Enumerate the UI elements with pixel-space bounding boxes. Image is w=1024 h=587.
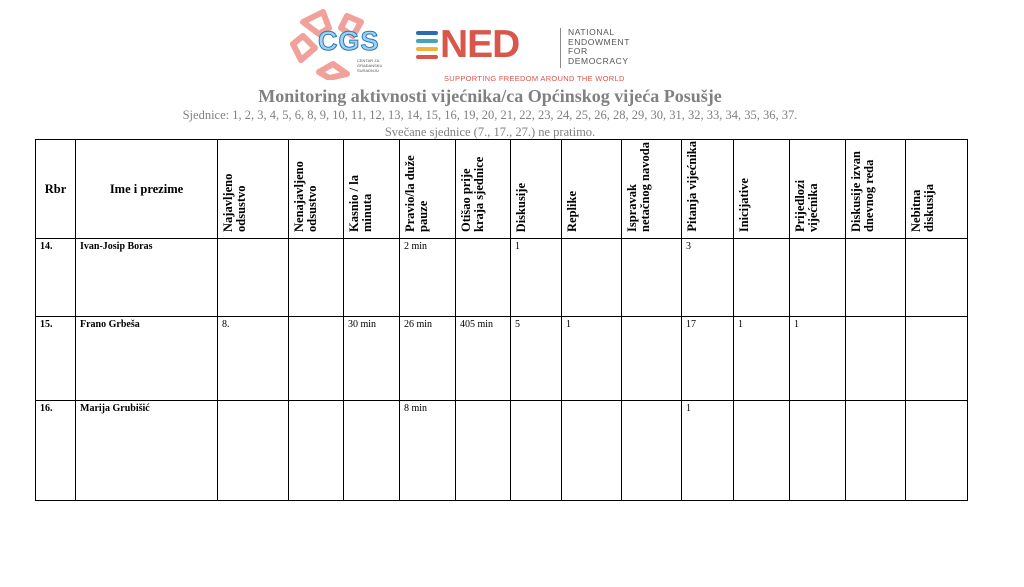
column-header-left-early: [456, 140, 511, 239]
table-cell: [846, 239, 906, 317]
table-row: [36, 401, 968, 501]
header-label: Diskusije: [514, 182, 528, 232]
header-label: Kasnio / la minuta: [347, 175, 374, 232]
table-cell: 17: [682, 317, 734, 401]
column-header-rbr: Rbr: [36, 140, 76, 239]
table-cell: [562, 239, 622, 317]
cell-rbr: 15.: [36, 317, 76, 401]
header-label: Prijedlozi vijećnika: [793, 179, 820, 232]
table-cell: [289, 401, 344, 501]
table-cell: [622, 239, 682, 317]
table-cell: [289, 239, 344, 317]
header-label: Najavljeno odsustvo: [221, 173, 248, 232]
header-label: Nenajavljeno odsustvo: [292, 161, 319, 232]
header-label: Inicijative: [737, 177, 751, 232]
page-title: Monitoring aktivnosti vijećnika/ca Općinskog vijeća Posušje: [258, 86, 722, 106]
ned-name-line: NATIONAL: [568, 27, 615, 37]
column-header-initiatives: [734, 140, 790, 239]
table-cell: [846, 401, 906, 501]
table-cell: [456, 239, 511, 317]
ned-logo-text: NED: [440, 23, 520, 66]
header-label: Ispravak netačnog navoda: [625, 142, 652, 232]
header-label: Replike: [565, 191, 579, 232]
column-header-longer-breaks: [400, 140, 456, 239]
cgs-logo-text: CGS: [318, 26, 380, 56]
table-cell: [846, 317, 906, 401]
cell-name: Ivan-Josip Boras: [76, 239, 218, 317]
cell-name: Frano Grbeša: [76, 317, 218, 401]
table-row: [36, 239, 968, 317]
column-header-unannounced-absence: [289, 140, 344, 239]
cgs-logo-subtext: CENTAR ZA GRAĐANSKU SURADNJU: [357, 58, 383, 73]
column-header-councillor-questions: [682, 140, 734, 239]
table-cell: [906, 239, 968, 317]
ned-tagline: SUPPORTING FREEDOM AROUND THE WORLD: [444, 74, 625, 83]
header-label: Pravio/la duže pauze: [403, 155, 430, 232]
cell-rbr: 14.: [36, 239, 76, 317]
table-cell: 2 min: [400, 239, 456, 317]
table-cell: [289, 317, 344, 401]
column-header-name: Ime i prezime: [76, 140, 218, 239]
table-cell: [218, 239, 289, 317]
cell-name: Marija Grubišić: [76, 401, 218, 501]
table-cell: [622, 401, 682, 501]
table-cell: [456, 401, 511, 501]
table-cell: 8 min: [400, 401, 456, 501]
column-header-late-minutes: [344, 140, 400, 239]
table-cell: 30 min: [344, 317, 400, 401]
header-label: Pitanja vijećnika: [685, 141, 699, 232]
column-header-correction: [622, 140, 682, 239]
header-label: Otišao prije kraja sjednice: [459, 156, 486, 232]
table-cell: 1: [682, 401, 734, 501]
table-cell: [344, 401, 400, 501]
table-cell: 1: [511, 239, 562, 317]
column-header-announced-absence: [218, 140, 289, 239]
table-cell: 1: [790, 317, 846, 401]
table-row: [36, 317, 968, 401]
cell-rbr: 16.: [36, 401, 76, 501]
ned-full-name: [568, 28, 658, 66]
column-header-irrelevant-discussion: [906, 140, 968, 239]
table-cell: 8.: [218, 317, 289, 401]
table-cell: [906, 317, 968, 401]
header-label: Nebitna diskusija: [909, 184, 936, 232]
table-cell: 5: [511, 317, 562, 401]
header-label: Diskusije izvan dnevnog reda: [849, 151, 876, 232]
table-cell: 1: [734, 317, 790, 401]
header-logos: [0, 0, 1024, 88]
table-cell: [562, 401, 622, 501]
table-cell: 3: [682, 239, 734, 317]
table-cell: [790, 239, 846, 317]
table-cell: [218, 401, 289, 501]
table-cell: [511, 401, 562, 501]
table-header-row: [36, 140, 968, 239]
table-cell: [622, 317, 682, 401]
ned-name-line: FOR: [568, 46, 588, 56]
monitoring-table: [35, 139, 968, 501]
sessions-list: Sjednice: 1, 2, 3, 4, 5, 6, 8, 9, 10, 11, 12, 13, 14, 15, 16, 19, 20, 21, 22, 23, 24, 25, 26, 28, 29, 30, 31, 32, 33, 34, 35, 36, 37.: [182, 108, 798, 122]
ned-divider: [560, 28, 561, 68]
table-cell: [734, 239, 790, 317]
table-cell: 405 min: [456, 317, 511, 401]
ned-name-line: DEMOCRACY: [568, 55, 629, 66]
column-header-off-agenda-discussions: [846, 140, 906, 239]
table-cell: [790, 401, 846, 501]
ceremonial-sessions-note: Svečane sjednice (7., 17., 27.) ne pratimo.: [384, 125, 596, 139]
ned-name-line: ENDOWMENT: [568, 36, 631, 47]
table-cell: [906, 401, 968, 501]
table-cell: 1: [562, 317, 622, 401]
table-cell: [734, 401, 790, 501]
column-header-councillor-proposals: [790, 140, 846, 239]
column-header-discussions: [511, 140, 562, 239]
table-cell: 26 min: [400, 317, 456, 401]
table-cell: [344, 239, 400, 317]
column-header-replies: [562, 140, 622, 239]
